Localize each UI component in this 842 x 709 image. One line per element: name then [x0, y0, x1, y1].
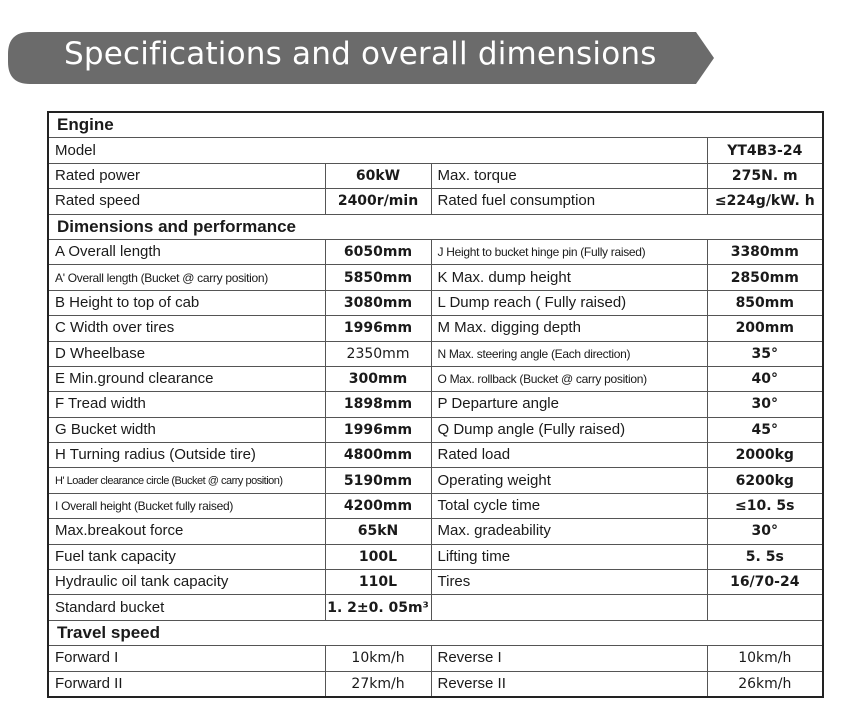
spec-label: Forward II	[48, 671, 325, 697]
section-header-dimensions	[48, 214, 823, 239]
table-row	[48, 595, 823, 620]
spec-value: 2400r/min	[325, 189, 431, 214]
model-label: Model	[48, 138, 707, 163]
spec-value: 1. 2±0. 05m³	[325, 595, 431, 620]
spec-label: Total cycle time	[431, 493, 707, 518]
spec-value: ≤10. 5s	[707, 493, 823, 518]
spec-label: F Tread width	[48, 392, 325, 417]
spec-value: 110L	[325, 570, 431, 595]
spec-value: 300mm	[325, 366, 431, 391]
table-row	[48, 290, 823, 315]
spec-label: O Max. rollback (Bucket @ carry position)	[431, 366, 707, 391]
table-row	[48, 341, 823, 366]
spec-label: Operating weight	[431, 468, 707, 493]
section-header-engine	[48, 112, 823, 138]
spec-value: ≤224g/kW. h	[707, 189, 823, 214]
spec-value: 5. 5s	[707, 544, 823, 569]
spec-label: I Overall height (Bucket fully raised)	[48, 493, 325, 518]
spec-value: 4200mm	[325, 493, 431, 518]
table-row	[48, 189, 823, 214]
spec-value: 1996mm	[325, 417, 431, 442]
section-title: Dimensions and performance	[48, 214, 823, 239]
spec-value: 4800mm	[325, 443, 431, 468]
section-header-travel	[48, 620, 823, 645]
table-row	[48, 163, 823, 188]
spec-label: Max. torque	[431, 163, 707, 188]
spec-value: 65kN	[325, 519, 431, 544]
table-row	[48, 544, 823, 569]
spec-label: Max. gradeability	[431, 519, 707, 544]
table-row	[48, 265, 823, 290]
spec-value: 275N. m	[707, 163, 823, 188]
spec-label: N Max. steering angle (Each direction)	[431, 341, 707, 366]
spec-label: D Wheelbase	[48, 341, 325, 366]
spec-value: 3380mm	[707, 239, 823, 264]
table-row	[48, 646, 823, 671]
table-row	[48, 392, 823, 417]
model-value: YT4B3-24	[707, 138, 823, 163]
spec-value: 40°	[707, 366, 823, 391]
spec-value: 45°	[707, 417, 823, 442]
spec-value: 200mm	[707, 316, 823, 341]
table-row	[48, 493, 823, 518]
title-banner	[8, 32, 714, 84]
spec-label: K Max. dump height	[431, 265, 707, 290]
table-row	[48, 519, 823, 544]
spec-value: 16/70-24	[707, 570, 823, 595]
spec-value: 2000kg	[707, 443, 823, 468]
spec-label: Rated power	[48, 163, 325, 188]
table-row	[48, 671, 823, 697]
spec-label: L Dump reach ( Fully raised)	[431, 290, 707, 315]
spec-label: J Height to bucket hinge pin (Fully raised)	[431, 239, 707, 264]
spec-value: 10km/h	[707, 646, 823, 671]
spec-label: Reverse I	[431, 646, 707, 671]
spec-value: 35°	[707, 341, 823, 366]
spec-label: Standard bucket	[48, 595, 325, 620]
spec-label: B Height to top of cab	[48, 290, 325, 315]
spec-value: 5850mm	[325, 265, 431, 290]
spec-label: M Max. digging depth	[431, 316, 707, 341]
model-row	[48, 138, 823, 163]
spec-label: A Overall length	[48, 239, 325, 264]
spec-value	[707, 595, 823, 620]
spec-label: G Bucket width	[48, 417, 325, 442]
spec-label: Hydraulic oil tank capacity	[48, 570, 325, 595]
spec-label: H' Loader clearance circle (Bucket @ carry position)	[48, 468, 325, 493]
spec-value: 100L	[325, 544, 431, 569]
spec-label: Fuel tank capacity	[48, 544, 325, 569]
spec-table	[47, 111, 824, 698]
spec-value: 6050mm	[325, 239, 431, 264]
table-row	[48, 468, 823, 493]
spec-value: 3080mm	[325, 290, 431, 315]
spec-value: 30°	[707, 392, 823, 417]
spec-value: 1996mm	[325, 316, 431, 341]
spec-value: 2850mm	[707, 265, 823, 290]
spec-value: 27km/h	[325, 671, 431, 697]
section-title: Travel speed	[48, 620, 823, 645]
table-row	[48, 239, 823, 264]
spec-value: 60kW	[325, 163, 431, 188]
spec-value: 5190mm	[325, 468, 431, 493]
spec-value: 2350mm	[325, 341, 431, 366]
spec-label: C Width over tires	[48, 316, 325, 341]
table-row	[48, 443, 823, 468]
spec-label: H Turning radius (Outside tire)	[48, 443, 325, 468]
spec-value: 26km/h	[707, 671, 823, 697]
spec-label: A' Overall length (Bucket @ carry position)	[48, 265, 325, 290]
spec-value: 30°	[707, 519, 823, 544]
spec-label: E Min.ground clearance	[48, 366, 325, 391]
spec-label: Q Dump angle (Fully raised)	[431, 417, 707, 442]
spec-label: Rated load	[431, 443, 707, 468]
spec-value: 10km/h	[325, 646, 431, 671]
spec-label	[431, 595, 707, 620]
table-row	[48, 570, 823, 595]
spec-label: Max.breakout force	[48, 519, 325, 544]
table-row	[48, 316, 823, 341]
spec-label: Rated speed	[48, 189, 325, 214]
spec-value: 6200kg	[707, 468, 823, 493]
page-title: Specifications and overall dimensions	[64, 36, 657, 72]
table-row	[48, 366, 823, 391]
spec-label: Rated fuel consumption	[431, 189, 707, 214]
spec-label: Reverse II	[431, 671, 707, 697]
spec-label: Tires	[431, 570, 707, 595]
spec-label: Forward I	[48, 646, 325, 671]
section-title: Engine	[48, 112, 823, 138]
spec-value: 850mm	[707, 290, 823, 315]
table-row	[48, 417, 823, 442]
spec-value: 1898mm	[325, 392, 431, 417]
spec-label: P Departure angle	[431, 392, 707, 417]
spec-label: Lifting time	[431, 544, 707, 569]
